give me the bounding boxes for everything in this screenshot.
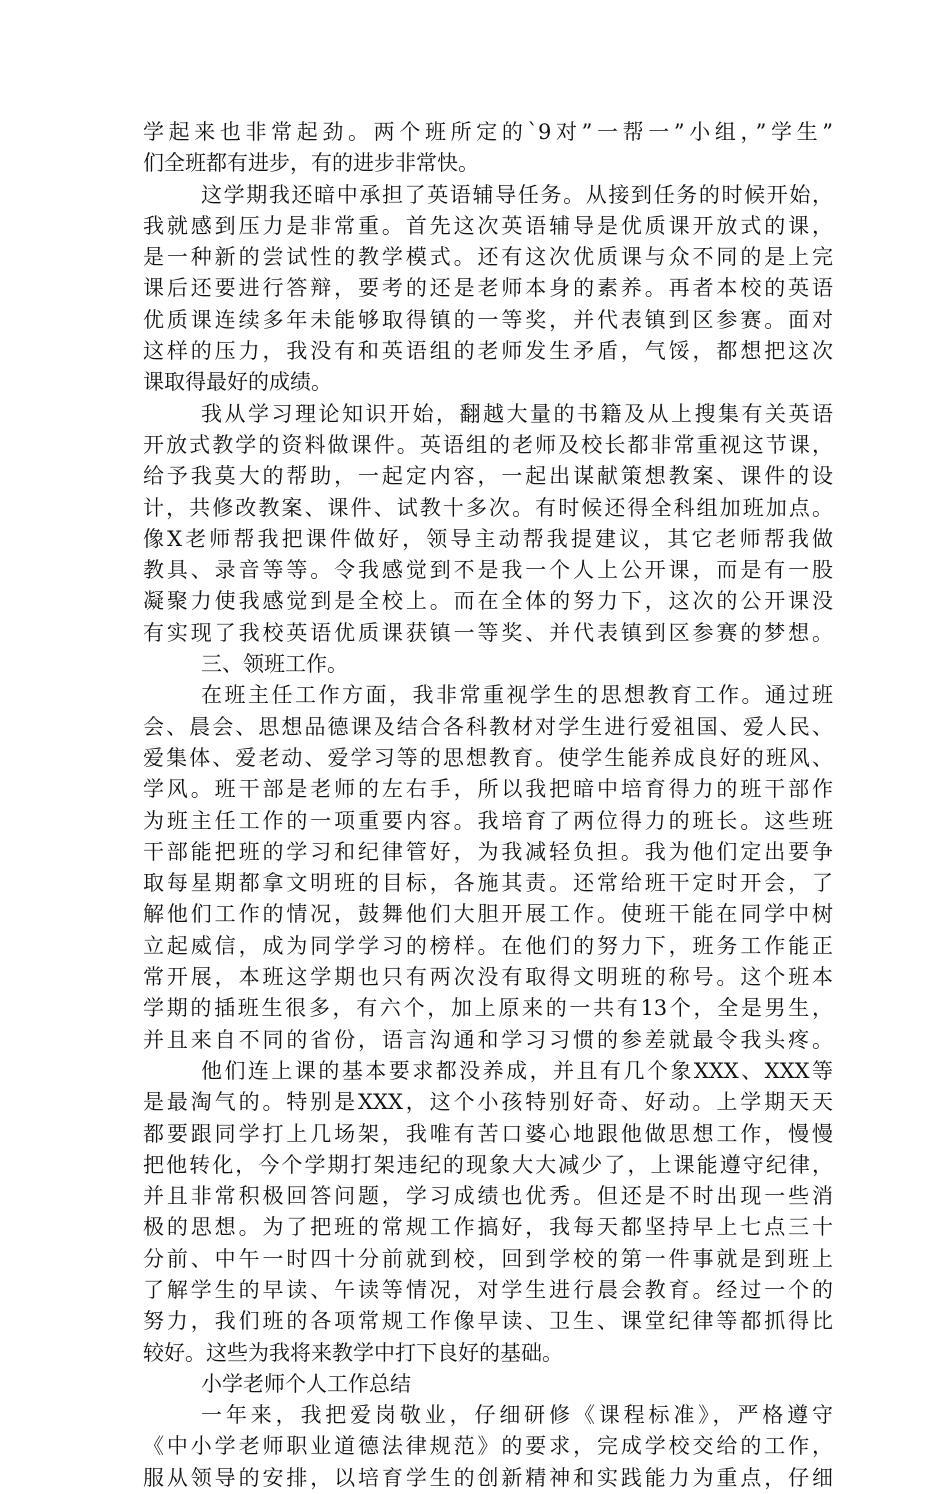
text-line: 极的思想。为了把班的常规工作搞好，我每天都坚持早上七点三十: [143, 1215, 833, 1240]
text-line: 学期的插班生很多，有六个，加上原来的一共有13个，全是男生，: [143, 996, 833, 1021]
text-line: 我就感到压力是非常重。首先这次英语辅导是优质课开放式的课，: [143, 213, 833, 238]
text-line: 教具、录音等等。令我感觉到不是我一个人上公开课，而是有一股: [143, 558, 833, 583]
text-line: 一年来，我把爱岗敬业，仔细研修《课程标准》，严格遵守: [201, 1403, 833, 1428]
text-line: 服从领导的安排，以培育学生的创新精神和实践能力为重点，仔细: [143, 1465, 833, 1490]
text-line: 是一种新的尝试性的教学模式。还有这次优质课与众不同的是上完: [143, 245, 833, 270]
text-line: 分前、中午一时四十分前就到校，回到学校的第一件事就是到班上: [143, 1246, 833, 1271]
text-line: 《中小学老师职业道德法律规范》的要求，完成学校交给的工作，: [143, 1434, 833, 1459]
text-line: 这样的压力，我没有和英语组的老师发生矛盾，气馁，都想把这次: [143, 339, 833, 364]
text-line: 学起来也非常起劲。两个班所定的`9对”一帮一”小组，”学生”: [143, 120, 833, 144]
text-line: 这学期我还暗中承担了英语辅导任务。从接到任务的时候开始，: [201, 182, 833, 207]
text-line: 开放式教学的资料做课件。英语组的老师及校长都非常重视这节课，: [143, 432, 833, 457]
text-line: 解他们工作的情况，鼓舞他们大胆开展工作。使班干能在同学中树: [143, 902, 833, 927]
text-line: 计，共修改教案、课件、试教十多次。有时候还得全科组加班加点。: [143, 495, 833, 520]
text-line: 干部能把班的学习和纪律管好，为我减轻负担。我为他们定出要争: [143, 839, 833, 864]
text-line: 爱集体、爱老动、爱学习等的思想教育。使学生能养成良好的班风、: [143, 745, 833, 770]
text-line: 像X老师帮我把课件做好，领导主动帮我提建议，其它老师帮我做: [143, 526, 833, 551]
text-line: 小学老师个人工作总结: [201, 1371, 411, 1396]
text-line: 并且非常积极回答问题，学习成绩也优秀。但还是不时出现一些消: [143, 1184, 833, 1209]
document-body: [143, 117, 833, 1494]
text-line: 会、晨会、思想品德课及结合各科教材对学生进行爱祖国、爱人民、: [143, 714, 833, 739]
text-line: 凝聚力使我感觉到是全校上。而在全体的努力下，这次的公开课没: [143, 589, 833, 614]
text-line: 较好。这些为我将来教学中打下良好的基础。: [143, 1340, 563, 1365]
text-line: 是最淘气的。特别是XXX，这个小孩特别好奇、好动。上学期天天: [143, 1090, 833, 1115]
text-line: 把他转化，今个学期打架违纪的现象大大减少了，上课能遵守纪律，: [143, 1152, 833, 1177]
text-line: 在班主任工作方面，我非常重视学生的思想教育工作。通过班: [201, 683, 833, 708]
text-line: 并且来自不同的省份，语言沟通和学习习惯的参差就最令我头疼。: [143, 1027, 833, 1052]
text-line: 立起威信，成为同学学习的榜样。在他们的努力下，班务工作能正: [143, 933, 833, 958]
text-line: 都要跟同学打上几场架，我唯有苦口婆心地跟他做思想工作，慢慢: [143, 1121, 833, 1146]
text-line: 课后还要进行答辩，要考的还是老师本身的素养。再者本校的英语: [143, 276, 833, 301]
text-line: 学风。班干部是老师的左右手，所以我把暗中培育得力的班干部作: [143, 777, 833, 802]
text-line: 优质课连续多年未能够取得镇的一等奖，并代表镇到区参赛。面对: [143, 307, 833, 332]
text-line: 了解学生的早读、午读等情况，对学生进行晨会教育。经过一个的: [143, 1277, 833, 1302]
text-line: 取每星期都拿文明班的目标，各施其责。还常给班干定时开会，了: [143, 871, 833, 896]
text-line: 我从学习理论知识开始，翻越大量的书籍及从上搜集有关英语: [201, 401, 833, 426]
text-line: 们全班都有进步，有的进步非常快。: [143, 151, 479, 176]
text-line: 三、领班工作。: [201, 652, 348, 677]
text-line: 为班主任工作的一项重要内容。我培育了两位得力的班长。这些班: [143, 808, 833, 833]
text-line: 课取得最好的成绩。: [143, 370, 332, 395]
document-text: [143, 117, 833, 1494]
text-line: 常开展，本班这学期也只有两次没有取得文明班的称号。这个班本: [143, 965, 833, 990]
text-line: 有实现了我校英语优质课获镇一等奖、并代表镇到区参赛的梦想。: [143, 620, 833, 645]
text-line: 给予我莫大的帮助，一起定内容，一起出谋献策想教案、课件的设: [143, 464, 833, 489]
text-line: 他们连上课的基本要求都没养成，并且有几个象XXX、XXX等: [201, 1058, 833, 1083]
text-line: 努力，我们班的各项常规工作像早读、卫生、课堂纪律等都抓得比: [143, 1309, 833, 1334]
